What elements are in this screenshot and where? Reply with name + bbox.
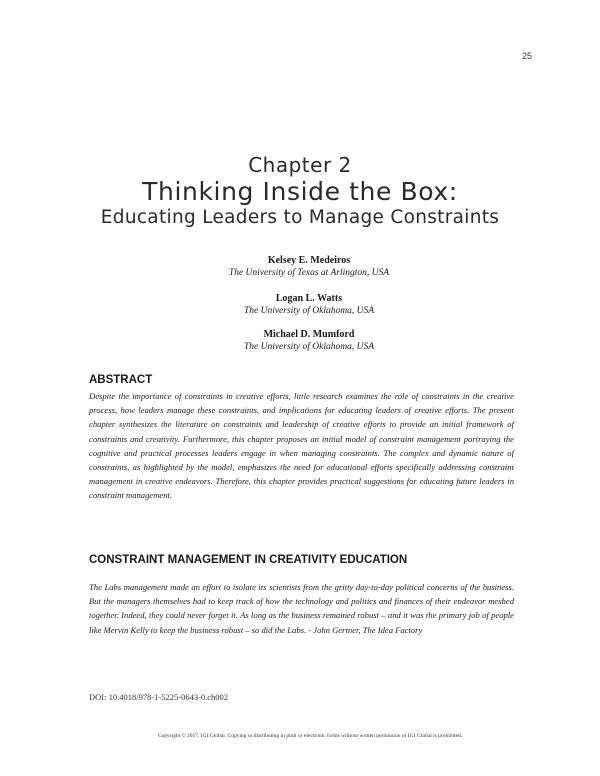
author-block bbox=[0, 328, 600, 354]
copyright-notice: Copyright © 2017, IGI Global. Copying or distributing in print or electronic forms without written permission of IGI Global is prohibited. bbox=[157, 733, 463, 739]
chapter-subtitle: Educating Leaders to Manage Constraints bbox=[100, 207, 500, 228]
chapter-title: Thinking Inside the Box: bbox=[142, 177, 458, 206]
author-block bbox=[0, 254, 600, 280]
author-name: Logan L. Watts bbox=[275, 293, 343, 304]
page-number: 25 bbox=[521, 51, 532, 61]
doi: DOI: 10.4018/978-1-5225-0643-0.ch002 bbox=[89, 692, 229, 702]
epigraph-text: The Labs management made an effort to isolate its scientists from the gritty day-to-day political concerns of the business. But the managers themselves had to keep track of how the technology and politics and finances of their endeavor meshed together. Indeed, they could never forget it. As long as the business remained robust – and it was the primary job of people like Mervin Kelly to keep the business robust – so did the Labs. - John Gertner, The Idea Factory bbox=[89, 582, 514, 635]
chapter-label: Chapter 2 bbox=[248, 153, 352, 177]
author-name: Kelsey E. Medeiros bbox=[267, 255, 351, 266]
author-affiliation: The University of Oklahoma, USA bbox=[243, 306, 375, 316]
section-heading: CONSTRAINT MANAGEMENT IN CREATIVITY EDUCATION bbox=[89, 554, 408, 566]
author-block bbox=[0, 292, 600, 318]
author-name: Michael D. Mumford bbox=[263, 329, 355, 340]
abstract-heading: ABSTRACT bbox=[89, 374, 153, 386]
author-affiliation: The University of Oklahoma, USA bbox=[243, 342, 375, 352]
abstract-text: Despite the importance of constraints in creative efforts, little research examines the role of constraints in the creative process, how leaders manage these constraints, and implications for educating leaders of creative efforts. The present chapter synthesizes the literature on constraints and leadership of creative efforts to provide an initial framework of constraints and creativity. Furthermore, this chapter proposes an initial model of constraint management portraying the cognitive and practical processes leaders engage in when managing constraints. The complex and dynamic nature of constraints, as highlighted by the model, emphasizes the need for educational efforts specifically addressing constraint management in creative endeavors. Therefore, this chapter provides practical suggestions for educating future leaders in constraint management. bbox=[89, 391, 514, 501]
author-affiliation: The University of Texas at Arlington, USA bbox=[228, 268, 390, 278]
